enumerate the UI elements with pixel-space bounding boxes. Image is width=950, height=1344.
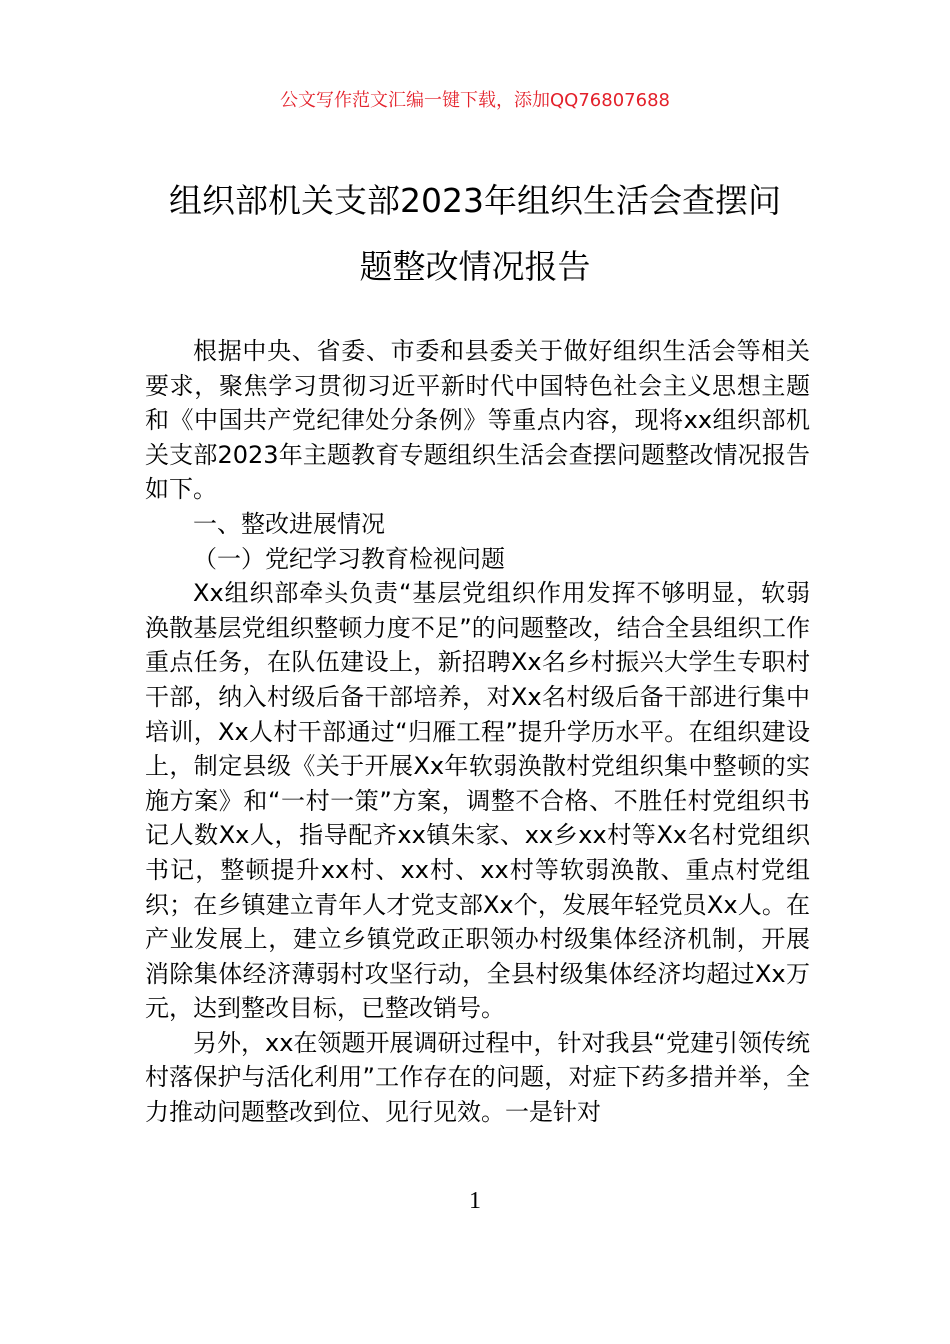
paragraph-intro: 根据中央、省委、市委和县委关于做好组织生活会等相关要求，聚焦学习贯彻习近平新时代中国特色社会主义思想主题和《中国共产党纪律处分条例》等重点内容，现将xx组织部机关支部2023年主题教育专题组织生活会查摆问题整改情况报告如下。 [145, 337, 810, 504]
title-line-1: 组织部机关支部2023年组织生活会查摆问 [169, 181, 781, 220]
section-heading-1: 一、整改进展情况 [193, 509, 385, 538]
subsection-heading-1: （一）党纪学习教育检视问题 [193, 544, 505, 573]
paragraph-rectification: Xx组织部牵头负责“基层党组织作用发挥不够明显，软弱涣散基层党组织整顿力度不足”的问题整改，结合全县组织工作重点任务，在队伍建设上，新招聘Xx名乡村振兴大学生专职村干部，纳入村级后备干部培养，对Xx名村级后备干部进行集中培训，Xx人村干部通过“归雁工程”提升学历水平。在组织建设上，制定县级《关于开展Xx年软弱涣散村党组织集中整顿的实施方案》和“一村一策”方案，调整不合格、不胜任村党组织书记人数Xx人，指导配齐xx镇朱家、xx乡xx村等Xx名村党组织书记，整顿提升xx村、xx村、xx村等软弱涣散、重点村党组织；在乡镇建立青年人才党支部Xx个，发展年轻党员Xx人。在产业发展上，建立乡镇党政正职领办村级集体经济机制，开展消除集体经济薄弱村攻坚行动，全县村级集体经济均超过Xx万元，达到整改目标，已整改销号。 [145, 579, 810, 1023]
document-title [140, 168, 810, 300]
title-line-2: 题整改情况报告 [359, 247, 591, 286]
download-notice: 公文写作范文汇编一键下载，添加QQ76807688 [280, 90, 670, 111]
page-number: 1 [469, 1188, 481, 1214]
document-body [145, 334, 810, 1130]
paragraph-additional: 另外，xx在领题开展调研过程中，针对我县“党建引领传统村落保护与活化利用”工作存在的问题，对症下药多措并举，全力推动问题整改到位、见行见效。一是针对 [145, 1028, 810, 1127]
